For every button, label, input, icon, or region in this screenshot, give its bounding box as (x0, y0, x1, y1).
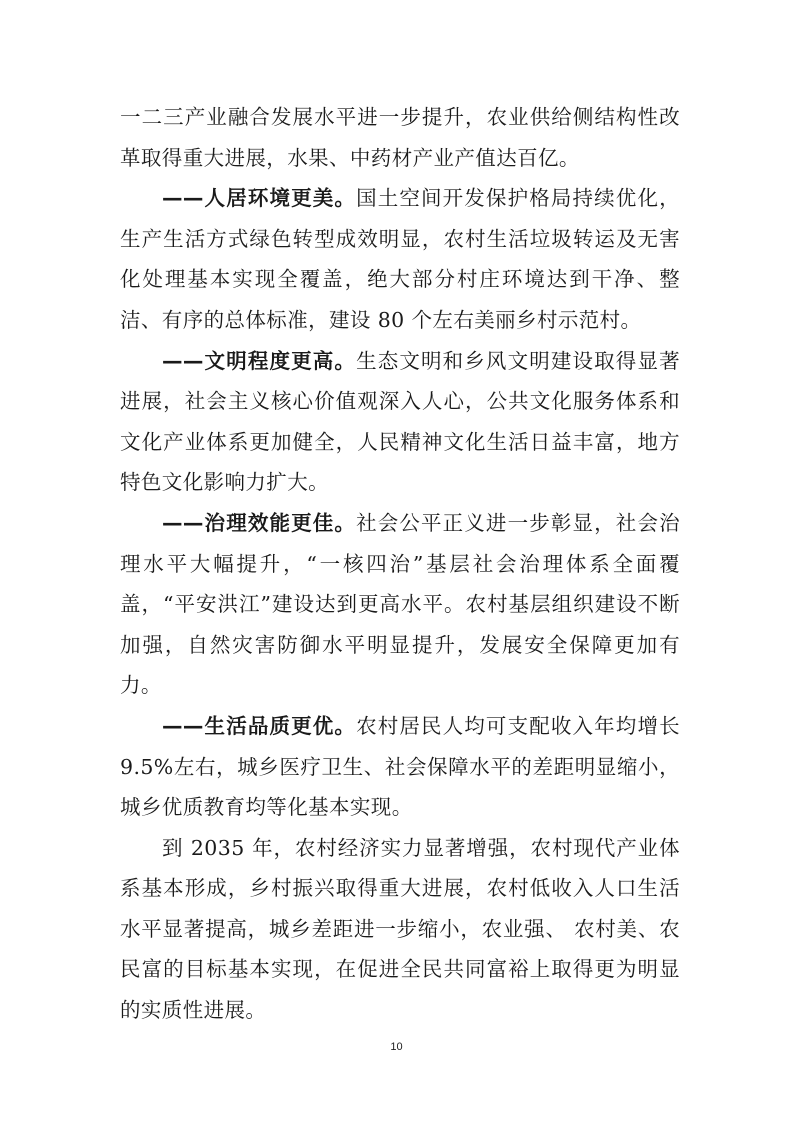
paragraph-governance (120, 503, 680, 706)
paragraph-2035-goals (120, 828, 680, 1031)
paragraph-quality-of-life (120, 706, 680, 828)
paragraph-lead: ——生活品质更优。 (162, 713, 357, 738)
paragraph-lead: ——人居环境更美。 (162, 186, 357, 211)
body-text (120, 97, 680, 1031)
paragraph-text: 生态文明和乡风文明建设取得显著进展，社会主义核心价值观深入人心，公共文化服务体系和文化产业体系更加健全，人民精神文化生活日益丰富，地方特色文化影响力扩大。 (120, 348, 680, 495)
paragraph-text: 国土空间开发保护格局持续优化，生产生活方式绿色转型成效明显，农村生活垃圾转运及无害化处理基本实现全覆盖，绝大部分村庄环境达到干净、整洁、有序的总体标准，建设 80 个左右美丽乡村示范村。 (120, 186, 680, 332)
paragraph-living-environment (120, 178, 680, 340)
paragraph-civilization (120, 341, 680, 503)
page-number: 10 (390, 1041, 403, 1053)
paragraph-lead: ——文明程度更高。 (162, 348, 357, 373)
paragraph-industry-integration (120, 97, 680, 178)
paragraph-text: 农村居民人均可支配收入年均增长9.5%左右，城乡医疗卫生、社会保障水平的差距明显缩小，城乡优质教育均等化基本实现。 (120, 713, 680, 820)
paragraph-text: 到 2035 年，农村经济实力显著增强，农村现代产业体系基本形成，乡村振兴取得重大进展，农村低收入人口生活水平显著提高，城乡差距进一步缩小，农业强、 农村美、农民富的目标基本实现，在促进全民共同富裕上取得更为明显的实质性进展。 (120, 835, 680, 1023)
paragraph-text: 社会公平正义进一步彰显，社会治理水平大幅提升，“一核四治”基层社会治理体系全面覆盖，“平安洪江”建设达到更高水平。农村基层组织建设不断加强，自然灾害防御水平明显提升，发展安全保障更加有力。 (120, 510, 680, 698)
paragraph-text: 一二三产业融合发展水平进一步提升，农业供给侧结构性改革取得重大进展，水果、中药材产业产值达百亿。 (120, 105, 680, 170)
paragraph-lead: ——治理效能更佳。 (162, 510, 357, 535)
